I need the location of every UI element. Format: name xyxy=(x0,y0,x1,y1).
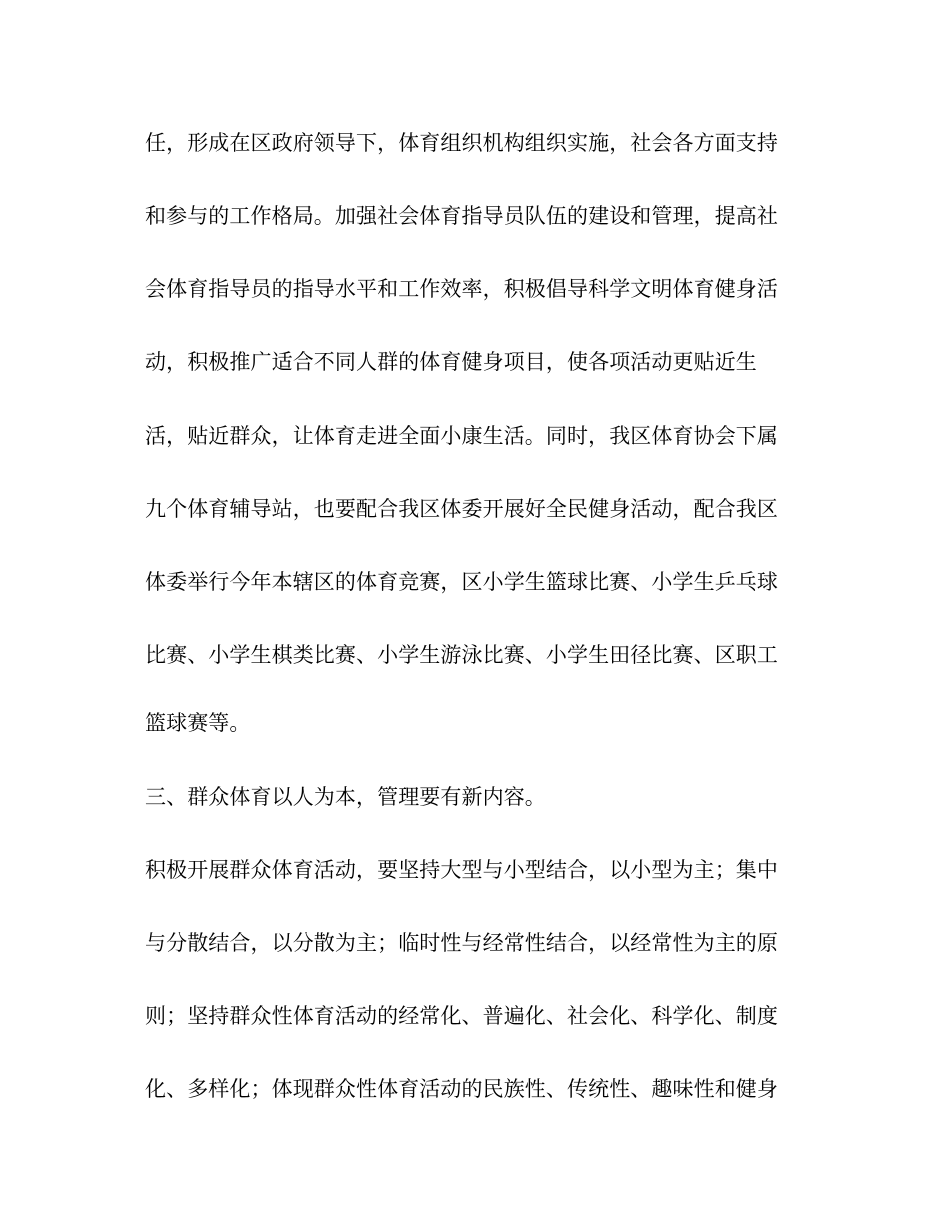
body-text-line: 与分散结合，以分散为主；临时性与经常性结合，以经常性为主的原 xyxy=(145,931,778,955)
body-text-line: 任，形成在区政府领导下，体育组织机构组织实施，社会各方面支持 xyxy=(145,131,778,155)
body-text-line: 和参与的工作格局。加强社会体育指导员队伍的建设和管理，提高社 xyxy=(145,204,778,228)
body-text-line: 篮球赛等。 xyxy=(145,711,251,735)
body-text-line: 则；坚持群众性体育活动的经常化、普遍化、社会化、科学化、制度 xyxy=(145,1004,778,1028)
body-text-line: 体委举行今年本辖区的体育竞赛，区小学生篮球比赛、小学生乒乓球 xyxy=(145,570,778,594)
body-text-line: 九个体育辅导站，也要配合我区体委开展好全民健身活动，配合我区 xyxy=(145,497,778,521)
section-heading: 三、群众体育以人为本，管理要有新内容。 xyxy=(145,785,546,809)
body-text-line: 积极开展群众体育活动，要坚持大型与小型结合，以小型为主；集中 xyxy=(145,858,778,882)
body-text-line: 动，积极推广适合不同人群的体育健身项目，使各项活动更贴近生 xyxy=(145,350,757,374)
body-text-line: 会体育指导员的指导水平和工作效率，积极倡导科学文明体育健身活 xyxy=(145,277,778,301)
body-text-line: 化、多样化；体现群众性体育活动的民族性、传统性、趣味性和健身 xyxy=(145,1077,778,1101)
body-text-line: 比赛、小学生棋类比赛、小学生游泳比赛、小学生田径比赛、区职工 xyxy=(145,643,778,667)
body-text-line: 活，贴近群众，让体育走进全面小康生活。同时，我区体育协会下属 xyxy=(145,424,778,448)
